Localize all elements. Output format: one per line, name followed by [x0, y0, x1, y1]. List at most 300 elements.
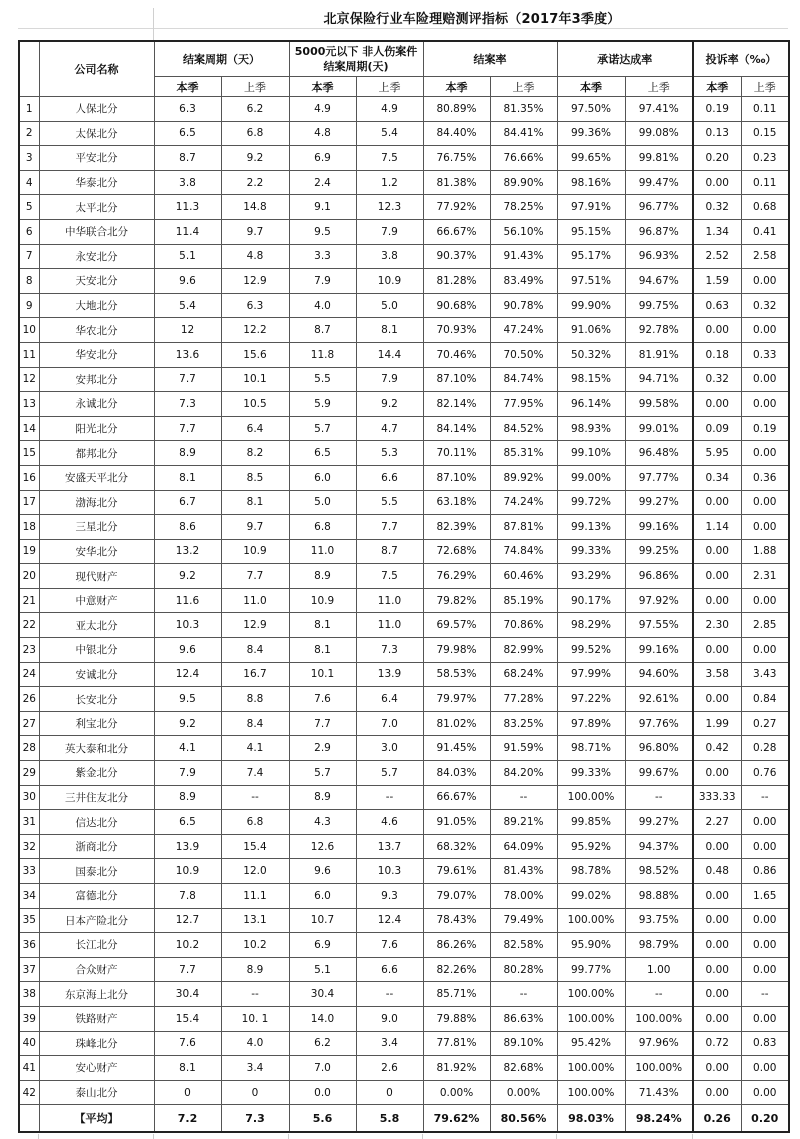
cell-close-cycle-current: 8.9 [154, 441, 221, 466]
cell-close-cycle-current: 7.9 [154, 761, 221, 786]
table-row [19, 318, 789, 343]
cell-close-cycle-previous: 11.1 [221, 884, 289, 909]
cell-close-rate-current: 91.05% [423, 810, 490, 835]
cell-complaint-rate-previous: 0.00 [741, 392, 789, 417]
cell-close-rate-previous: 79.49% [490, 908, 557, 933]
cell-close-rate-current: 70.11% [423, 441, 490, 466]
cell-close-rate-previous: 60.46% [490, 564, 557, 589]
cell-close-cycle-previous: 4.1 [221, 736, 289, 761]
cell-complaint-rate-current: 0.00 [693, 761, 741, 786]
cell-small-claim-cycle-previous: 11.0 [356, 588, 423, 613]
cell-complaint-rate-previous: 2.85 [741, 613, 789, 638]
cell-close-rate-current: 77.81% [423, 1031, 490, 1056]
cell-promise-rate-previous: 96.87% [625, 219, 693, 244]
cell-close-cycle-previous: 16.7 [221, 662, 289, 687]
company-name: 都邦北分 [39, 441, 154, 466]
row-index: 32 [19, 834, 39, 859]
cell-close-rate-current: 76.29% [423, 564, 490, 589]
cell-small-claim-cycle-previous: -- [356, 982, 423, 1007]
previous-quarter-header: 上季 [221, 77, 289, 97]
cell-small-claim-cycle-current: 4.9 [289, 97, 356, 122]
index-header [19, 41, 39, 97]
row-index: 19 [19, 539, 39, 564]
row-index: 36 [19, 933, 39, 958]
cell-small-claim-cycle-current: 8.1 [289, 638, 356, 663]
cell-complaint-rate-previous: 0.33 [741, 342, 789, 367]
cell-close-rate-current: 79.88% [423, 1006, 490, 1031]
cell-close-cycle-previous: 12.0 [221, 859, 289, 884]
cell-promise-rate-previous: 96.93% [625, 244, 693, 269]
cell-close-rate-current: 79.82% [423, 588, 490, 613]
company-name: 合众财产 [39, 957, 154, 982]
cell-close-rate-previous: 68.24% [490, 662, 557, 687]
cell-close-cycle-current: 8.9 [154, 785, 221, 810]
cell-close-cycle-previous: 6.8 [221, 121, 289, 146]
cell-close-cycle-current: 12.4 [154, 662, 221, 687]
cell-small-claim-cycle-previous: 4.9 [356, 97, 423, 122]
cell-small-claim-cycle-previous: 12.4 [356, 908, 423, 933]
cell-complaint-rate-current: 0.00 [693, 908, 741, 933]
company-header: 公司名称 [39, 41, 154, 97]
cell-complaint-rate-current: 0.00 [693, 982, 741, 1007]
company-name: 东京海上北分 [39, 982, 154, 1007]
cell-promise-rate-current: 99.36% [557, 121, 625, 146]
company-name: 现代财产 [39, 564, 154, 589]
cell-close-cycle-current: 7.7 [154, 367, 221, 392]
cell-close-cycle-previous: -- [221, 982, 289, 1007]
current-quarter-header: 本季 [557, 77, 625, 97]
table-row [19, 982, 789, 1007]
cell-close-cycle-current: 5.4 [154, 293, 221, 318]
cell-complaint-rate-previous: 0.68 [741, 195, 789, 220]
cell-close-cycle-current: 6.7 [154, 490, 221, 515]
cell-small-claim-cycle-previous: 8.1 [356, 318, 423, 343]
cell-close-cycle-current: 6.3 [154, 97, 221, 122]
cell-complaint-rate-current: 2.30 [693, 613, 741, 638]
cell-close-rate-previous: 0.00% [490, 1080, 557, 1105]
company-name: 中意财产 [39, 588, 154, 613]
table-row [19, 1006, 789, 1031]
cell-close-cycle-previous: 0 [221, 1080, 289, 1105]
cell-small-claim-cycle-current: 5.7 [289, 761, 356, 786]
cell-complaint-rate-previous: 0.15 [741, 121, 789, 146]
cell-close-cycle-current: 10.3 [154, 613, 221, 638]
cell-promise-rate-current: 95.90% [557, 933, 625, 958]
avg-small-claim-cycle-current: 5.6 [289, 1105, 356, 1133]
cell-close-cycle-current: 9.6 [154, 638, 221, 663]
row-index: 34 [19, 884, 39, 909]
gridline [288, 1134, 289, 1139]
row-index: 30 [19, 785, 39, 810]
cell-small-claim-cycle-previous: -- [356, 785, 423, 810]
cell-promise-rate-current: 99.65% [557, 146, 625, 171]
cell-close-cycle-previous: 11.0 [221, 588, 289, 613]
cell-promise-rate-previous: 94.37% [625, 834, 693, 859]
row-index: 17 [19, 490, 39, 515]
cell-complaint-rate-current: 0.00 [693, 170, 741, 195]
cell-close-cycle-current: 5.1 [154, 244, 221, 269]
cell-small-claim-cycle-previous: 8.7 [356, 539, 423, 564]
cell-close-rate-previous: 91.43% [490, 244, 557, 269]
cell-close-rate-current: 84.03% [423, 761, 490, 786]
company-name: 安心财产 [39, 1056, 154, 1081]
cell-complaint-rate-current: 3.58 [693, 662, 741, 687]
table-row [19, 293, 789, 318]
cell-close-rate-current: 86.26% [423, 933, 490, 958]
cell-promise-rate-current: 97.89% [557, 711, 625, 736]
cell-close-rate-current: 69.57% [423, 613, 490, 638]
cell-complaint-rate-current: 0.63 [693, 293, 741, 318]
cell-complaint-rate-current: 0.00 [693, 1056, 741, 1081]
cell-promise-rate-previous: 96.86% [625, 564, 693, 589]
cell-complaint-rate-current: 0.00 [693, 318, 741, 343]
cell-complaint-rate-previous: 0.84 [741, 687, 789, 712]
cell-promise-rate-current: 97.50% [557, 97, 625, 122]
row-index: 8 [19, 269, 39, 294]
cell-close-cycle-current: 9.2 [154, 711, 221, 736]
row-index: 38 [19, 982, 39, 1007]
header-row-groups [19, 41, 789, 77]
cell-close-rate-previous: 74.24% [490, 490, 557, 515]
cell-promise-rate-previous: 1.00 [625, 957, 693, 982]
company-name: 泰山北分 [39, 1080, 154, 1105]
cell-close-cycle-current: 4.1 [154, 736, 221, 761]
company-name: 华泰北分 [39, 170, 154, 195]
company-name: 长江北分 [39, 933, 154, 958]
cell-close-rate-current: 85.71% [423, 982, 490, 1007]
cell-complaint-rate-current: 0.00 [693, 539, 741, 564]
cell-close-cycle-previous: 10. 1 [221, 1006, 289, 1031]
row-index: 7 [19, 244, 39, 269]
cell-close-cycle-current: 12.7 [154, 908, 221, 933]
cell-close-cycle-current: 8.1 [154, 1056, 221, 1081]
cell-close-rate-current: 82.14% [423, 392, 490, 417]
cell-small-claim-cycle-previous: 2.6 [356, 1056, 423, 1081]
cell-promise-rate-previous: 99.25% [625, 539, 693, 564]
cell-complaint-rate-previous: 0.28 [741, 736, 789, 761]
cell-complaint-rate-previous: 0.00 [741, 638, 789, 663]
cell-close-cycle-previous: 10.2 [221, 933, 289, 958]
company-name: 中银北分 [39, 638, 154, 663]
cell-promise-rate-current: 99.72% [557, 490, 625, 515]
company-name: 英大泰和北分 [39, 736, 154, 761]
cell-small-claim-cycle-current: 4.8 [289, 121, 356, 146]
row-index: 33 [19, 859, 39, 884]
avg-close-cycle-previous: 7.3 [221, 1105, 289, 1133]
cell-complaint-rate-previous: 0.00 [741, 1006, 789, 1031]
cell-complaint-rate-previous: 0.00 [741, 834, 789, 859]
cell-complaint-rate-current: 0.20 [693, 146, 741, 171]
cell-promise-rate-previous: 97.41% [625, 97, 693, 122]
row-index: 28 [19, 736, 39, 761]
cell-close-cycle-previous: 6.3 [221, 293, 289, 318]
cell-close-cycle-current: 10.9 [154, 859, 221, 884]
row-index: 15 [19, 441, 39, 466]
cell-promise-rate-current: 100.00% [557, 1056, 625, 1081]
cell-small-claim-cycle-previous: 7.3 [356, 638, 423, 663]
cell-promise-rate-current: 97.22% [557, 687, 625, 712]
cell-complaint-rate-current: 0.00 [693, 834, 741, 859]
cell-promise-rate-previous: 100.00% [625, 1006, 693, 1031]
cell-complaint-rate-previous: 0.32 [741, 293, 789, 318]
cell-close-rate-current: 82.39% [423, 515, 490, 540]
group-header-close-cycle: 结案周期（天） [154, 41, 289, 77]
cell-complaint-rate-current: 0.18 [693, 342, 741, 367]
cell-small-claim-cycle-current: 5.7 [289, 416, 356, 441]
cell-complaint-rate-previous: 0.83 [741, 1031, 789, 1056]
cell-small-claim-cycle-previous: 3.8 [356, 244, 423, 269]
cell-small-claim-cycle-current: 9.6 [289, 859, 356, 884]
row-index: 29 [19, 761, 39, 786]
cell-complaint-rate-current: 0.42 [693, 736, 741, 761]
cell-close-rate-previous: 82.99% [490, 638, 557, 663]
gridline [422, 1134, 423, 1139]
row-index: 40 [19, 1031, 39, 1056]
cell-small-claim-cycle-current: 10.9 [289, 588, 356, 613]
cell-close-rate-current: 91.45% [423, 736, 490, 761]
cell-complaint-rate-current: 0.00 [693, 687, 741, 712]
cell-promise-rate-previous: 99.81% [625, 146, 693, 171]
cell-close-cycle-previous: 9.7 [221, 219, 289, 244]
cell-promise-rate-previous: 93.75% [625, 908, 693, 933]
row-index: 16 [19, 465, 39, 490]
gridline [153, 1134, 154, 1139]
table-row [19, 146, 789, 171]
row-index: 23 [19, 638, 39, 663]
cell-close-rate-previous: 77.28% [490, 687, 557, 712]
cell-promise-rate-current: 99.33% [557, 761, 625, 786]
cell-promise-rate-current: 98.78% [557, 859, 625, 884]
average-row [19, 1105, 789, 1133]
cell-close-rate-previous: 74.84% [490, 539, 557, 564]
cell-close-cycle-previous: 13.1 [221, 908, 289, 933]
table-row [19, 490, 789, 515]
cell-close-rate-previous: 86.63% [490, 1006, 557, 1031]
cell-close-cycle-current: 11.6 [154, 588, 221, 613]
previous-quarter-header: 上季 [625, 77, 693, 97]
row-index: 10 [19, 318, 39, 343]
cell-complaint-rate-previous: 0.86 [741, 859, 789, 884]
cell-close-rate-previous: 84.52% [490, 416, 557, 441]
cell-small-claim-cycle-current: 0.0 [289, 1080, 356, 1105]
company-name: 紫金北分 [39, 761, 154, 786]
cell-close-rate-current: 63.18% [423, 490, 490, 515]
cell-close-rate-current: 79.07% [423, 884, 490, 909]
cell-small-claim-cycle-current: 7.7 [289, 711, 356, 736]
cell-complaint-rate-current: 0.32 [693, 367, 741, 392]
cell-close-rate-current: 66.67% [423, 219, 490, 244]
cell-complaint-rate-previous: 0.00 [741, 810, 789, 835]
cell-close-cycle-current: 6.5 [154, 121, 221, 146]
cell-complaint-rate-current: 0.00 [693, 1080, 741, 1105]
cell-close-cycle-current: 30.4 [154, 982, 221, 1007]
cell-close-cycle-current: 8.1 [154, 465, 221, 490]
current-quarter-header: 本季 [693, 77, 741, 97]
current-quarter-header: 本季 [423, 77, 490, 97]
avg-close-rate-current: 79.62% [423, 1105, 490, 1133]
cell-complaint-rate-previous: 3.43 [741, 662, 789, 687]
cell-close-cycle-previous: 7.7 [221, 564, 289, 589]
cell-small-claim-cycle-previous: 6.6 [356, 465, 423, 490]
gridline [38, 1134, 39, 1139]
group-header-close-rate: 结案率 [423, 41, 557, 77]
cell-close-rate-current: 0.00% [423, 1080, 490, 1105]
cell-close-cycle-current: 8.6 [154, 515, 221, 540]
cell-complaint-rate-current: 1.14 [693, 515, 741, 540]
company-name: 国泰北分 [39, 859, 154, 884]
cell-complaint-rate-current: 0.09 [693, 416, 741, 441]
cell-close-rate-previous: 78.00% [490, 884, 557, 909]
table-row [19, 465, 789, 490]
cell-promise-rate-current: 99.90% [557, 293, 625, 318]
cell-complaint-rate-current: 0.19 [693, 97, 741, 122]
cell-close-rate-previous: 47.24% [490, 318, 557, 343]
company-name: 利宝北分 [39, 711, 154, 736]
cell-promise-rate-current: 99.52% [557, 638, 625, 663]
claims-metrics-table [18, 40, 790, 1133]
cell-complaint-rate-previous: 0.00 [741, 908, 789, 933]
group-header-small-claim-cycle: 5000元以下 非人伤案件结案周期(天) [289, 41, 423, 77]
cell-complaint-rate-current: 0.00 [693, 392, 741, 417]
cell-close-cycle-previous: 6.8 [221, 810, 289, 835]
table-row [19, 810, 789, 835]
cell-close-cycle-previous: 10.1 [221, 367, 289, 392]
cell-close-cycle-previous: 9.2 [221, 146, 289, 171]
cell-close-cycle-previous: 12.9 [221, 613, 289, 638]
table-row [19, 244, 789, 269]
cell-close-cycle-current: 10.2 [154, 933, 221, 958]
cell-promise-rate-previous: 99.67% [625, 761, 693, 786]
table-row [19, 170, 789, 195]
cell-close-rate-previous: 83.25% [490, 711, 557, 736]
cell-close-cycle-previous: 15.4 [221, 834, 289, 859]
cell-promise-rate-current: 95.15% [557, 219, 625, 244]
cell-small-claim-cycle-current: 9.5 [289, 219, 356, 244]
table-body [19, 97, 789, 1133]
cell-complaint-rate-current: 5.95 [693, 441, 741, 466]
cell-promise-rate-previous: 99.75% [625, 293, 693, 318]
cell-small-claim-cycle-current: 10.1 [289, 662, 356, 687]
cell-small-claim-cycle-current: 12.6 [289, 834, 356, 859]
cell-close-cycle-previous: 9.7 [221, 515, 289, 540]
cell-close-cycle-previous: 2.2 [221, 170, 289, 195]
company-name: 渤海北分 [39, 490, 154, 515]
cell-close-rate-current: 76.75% [423, 146, 490, 171]
cell-small-claim-cycle-previous: 12.3 [356, 195, 423, 220]
cell-close-rate-previous: 56.10% [490, 219, 557, 244]
company-name: 华安北分 [39, 342, 154, 367]
cell-close-cycle-previous: 12.2 [221, 318, 289, 343]
table-row [19, 416, 789, 441]
row-index [19, 1105, 39, 1133]
cell-close-rate-previous: 89.92% [490, 465, 557, 490]
cell-promise-rate-current: 100.00% [557, 982, 625, 1007]
company-name: 中华联合北分 [39, 219, 154, 244]
cell-promise-rate-previous: 99.16% [625, 638, 693, 663]
cell-promise-rate-current: 99.00% [557, 465, 625, 490]
company-name: 安华北分 [39, 539, 154, 564]
cell-promise-rate-current: 95.42% [557, 1031, 625, 1056]
cell-complaint-rate-previous: 0.27 [741, 711, 789, 736]
cell-promise-rate-previous: -- [625, 982, 693, 1007]
company-name: 三星北分 [39, 515, 154, 540]
table-row [19, 1056, 789, 1081]
company-name: 富德北分 [39, 884, 154, 909]
cell-complaint-rate-current: 0.00 [693, 1006, 741, 1031]
cell-small-claim-cycle-previous: 10.3 [356, 859, 423, 884]
cell-small-claim-cycle-previous: 13.9 [356, 662, 423, 687]
cell-promise-rate-current: 91.06% [557, 318, 625, 343]
avg-small-claim-cycle-previous: 5.8 [356, 1105, 423, 1133]
row-index: 35 [19, 908, 39, 933]
cell-complaint-rate-current: 0.00 [693, 490, 741, 515]
avg-complaint-rate-current: 0.26 [693, 1105, 741, 1133]
cell-promise-rate-current: 97.99% [557, 662, 625, 687]
cell-close-cycle-current: 13.6 [154, 342, 221, 367]
cell-close-rate-previous: 87.81% [490, 515, 557, 540]
cell-close-cycle-current: 0 [154, 1080, 221, 1105]
cell-small-claim-cycle-current: 11.0 [289, 539, 356, 564]
table-row [19, 662, 789, 687]
cell-close-cycle-previous: 8.5 [221, 465, 289, 490]
table-row [19, 515, 789, 540]
cell-small-claim-cycle-current: 6.0 [289, 465, 356, 490]
cell-close-cycle-previous: 10.5 [221, 392, 289, 417]
cell-promise-rate-previous: 96.77% [625, 195, 693, 220]
table-row [19, 121, 789, 146]
cell-close-cycle-previous: 8.1 [221, 490, 289, 515]
company-name: 华农北分 [39, 318, 154, 343]
cell-close-rate-previous: 89.90% [490, 170, 557, 195]
row-index: 6 [19, 219, 39, 244]
cell-small-claim-cycle-current: 6.5 [289, 441, 356, 466]
cell-complaint-rate-previous: -- [741, 785, 789, 810]
cell-close-rate-current: 58.53% [423, 662, 490, 687]
cell-close-rate-current: 81.38% [423, 170, 490, 195]
table-row [19, 367, 789, 392]
cell-close-cycle-previous: 8.2 [221, 441, 289, 466]
row-index: 2 [19, 121, 39, 146]
row-index: 27 [19, 711, 39, 736]
cell-complaint-rate-current: 0.00 [693, 884, 741, 909]
cell-close-rate-previous: 80.28% [490, 957, 557, 982]
table-row [19, 392, 789, 417]
cell-complaint-rate-current: 1.59 [693, 269, 741, 294]
cell-small-claim-cycle-previous: 5.0 [356, 293, 423, 318]
table-row [19, 761, 789, 786]
gridline [153, 8, 154, 40]
cell-complaint-rate-current: 0.48 [693, 859, 741, 884]
row-index: 24 [19, 662, 39, 687]
cell-close-rate-previous: 85.19% [490, 588, 557, 613]
cell-close-rate-previous: 89.21% [490, 810, 557, 835]
row-index: 31 [19, 810, 39, 835]
cell-close-cycle-current: 13.9 [154, 834, 221, 859]
cell-complaint-rate-previous: 0.11 [741, 170, 789, 195]
cell-small-claim-cycle-current: 6.8 [289, 515, 356, 540]
cell-close-rate-current: 77.92% [423, 195, 490, 220]
company-name: 太保北分 [39, 121, 154, 146]
cell-close-rate-previous: 84.20% [490, 761, 557, 786]
cell-close-cycle-previous: 3.4 [221, 1056, 289, 1081]
cell-small-claim-cycle-previous: 3.0 [356, 736, 423, 761]
cell-promise-rate-previous: 96.80% [625, 736, 693, 761]
cell-complaint-rate-current: 0.32 [693, 195, 741, 220]
cell-complaint-rate-previous: 0.19 [741, 416, 789, 441]
cell-complaint-rate-previous: 0.00 [741, 515, 789, 540]
cell-close-rate-current: 87.10% [423, 465, 490, 490]
cell-promise-rate-previous: -- [625, 785, 693, 810]
